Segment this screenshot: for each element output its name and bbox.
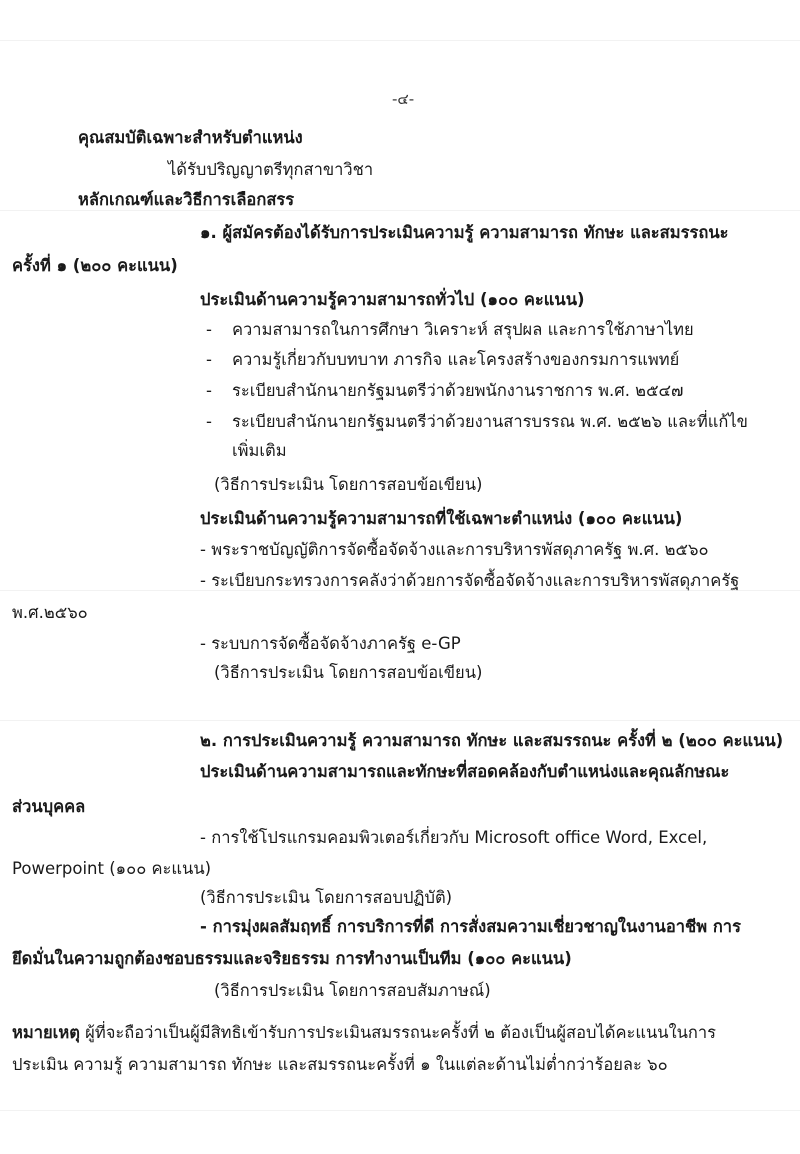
part2-item-1-method: (วิธีการประเมิน โดยการสอบปฏิบัติ) bbox=[200, 888, 453, 907]
specific-method: (วิธีการประเมิน โดยการสอบข้อเขียน) bbox=[214, 663, 483, 682]
specific-item-2: - ระเบียบกระทรวงการคลังว่าด้วยการจัดซื้อจัดจ้างและการบริหารพัสดุภาครัฐ bbox=[200, 571, 740, 590]
bullet-dash: - bbox=[206, 350, 212, 369]
part1-title: ๑. ผู้สมัครต้องได้รับการประเมินความรู้ ความสามารถ ทักษะ และสมรรถนะ bbox=[200, 223, 729, 242]
specific-item-3: - ระบบการจัดซื้อจัดจ้างภาครัฐ e-GP bbox=[200, 634, 461, 653]
part2-subheading-cont: ส่วนบุคคล bbox=[12, 797, 86, 816]
page-number: -๔- bbox=[392, 90, 415, 108]
qualifications-text: ได้รับปริญญาตรีทุกสาขาวิชา bbox=[168, 160, 374, 179]
specific-heading: ประเมินด้านความรู้ความสามารถที่ใช้เฉพาะตำแหน่ง (๑๐๐ คะแนน) bbox=[200, 509, 683, 528]
specific-item-2-cont: พ.ศ.๒๕๖๐ bbox=[12, 603, 88, 622]
scan-line bbox=[0, 40, 800, 41]
part2-item-2: - การมุ่งผลสัมฤทธิ์ การบริการที่ดี การสั่งสมความเชี่ยวชาญในงานอาชีพ การ bbox=[200, 917, 741, 936]
specific-item-1: - พระราชบัญญัติการจัดซื้อจัดจ้างและการบริหารพัสดุภาครัฐ พ.ศ. ๒๕๖๐ bbox=[200, 540, 709, 559]
criteria-heading: หลักเกณฑ์และวิธีการเลือกสรร bbox=[78, 190, 295, 209]
part2-item-1-cont: Powerpoint (๑๐๐ คะแนน) bbox=[12, 859, 212, 878]
bullet-dash: - bbox=[206, 412, 212, 431]
bullet-dash: - bbox=[206, 320, 212, 339]
general-item-4-cont: เพิ่มเติม bbox=[232, 441, 287, 460]
general-item-2: ความรู้เกี่ยวกับบทบาท ภารกิจ และโครงสร้างของกรมการแพทย์ bbox=[232, 350, 680, 369]
bullet-dash: - bbox=[206, 381, 212, 400]
note-text-cont: ประเมิน ความรู้ ความสามารถ ทักษะ และสมรรถนะครั้งที่ ๑ ในแต่ละด้านไม่ต่ำกว่าร้อยละ ๖๐ bbox=[12, 1055, 668, 1074]
part2-subheading: ประเมินด้านความสามารถและทักษะที่สอดคล้องกับตำแหน่งและคุณลักษณะ bbox=[200, 762, 730, 781]
general-item-4: ระเบียบสำนักนายกรัฐมนตรีว่าด้วยงานสารบรรณ พ.ศ. ๒๕๒๖ และที่แก้ไข bbox=[232, 412, 748, 431]
general-item-3: ระเบียบสำนักนายกรัฐมนตรีว่าด้วยพนักงานราชการ พ.ศ. ๒๕๔๗ bbox=[232, 381, 684, 400]
part1-title-cont: ครั้งที่ ๑ (๒๐๐ คะแนน) bbox=[12, 256, 178, 275]
note-text: ผู้ที่จะถือว่าเป็นผู้มีสิทธิเข้ารับการประเมินสมรรถนะครั้งที่ ๒ ต้องเป็นผู้สอบได้คะแนนในการ bbox=[79, 1023, 717, 1042]
scan-line bbox=[0, 720, 800, 721]
qualifications-heading-text: คุณสมบัติเฉพาะสำหรับตำแหน่ง bbox=[78, 128, 303, 147]
general-heading: ประเมินด้านความรู้ความสามารถทั่วไป (๑๐๐ คะแนน) bbox=[200, 290, 585, 309]
part2-item-2-cont: ยึดมั่นในความถูกต้องชอบธรรมและจริยธรรม การทำงานเป็นทีม (๑๐๐ คะแนน) bbox=[12, 949, 572, 968]
part2-title: ๒. การประเมินความรู้ ความสามารถ ทักษะ และสมรรถนะ ครั้งที่ ๒ (๒๐๐ คะแนน) bbox=[200, 731, 784, 750]
general-method: (วิธีการประเมิน โดยการสอบข้อเขียน) bbox=[214, 475, 483, 494]
part2-item-1: - การใช้โปรแกรมคอมพิวเตอร์เกี่ยวกับ Microsoft office Word, Excel, bbox=[200, 828, 708, 847]
scan-line bbox=[0, 1110, 800, 1111]
note-line bbox=[12, 1022, 716, 1044]
general-item-1: ความสามารถในการศึกษา วิเคราะห์ สรุปผล และการใช้ภาษาไทย bbox=[232, 320, 694, 339]
part2-item-2-method: (วิธีการประเมิน โดยการสอบสัมภาษณ์) bbox=[214, 981, 491, 1000]
note-label: หมายเหตุ bbox=[12, 1023, 80, 1042]
